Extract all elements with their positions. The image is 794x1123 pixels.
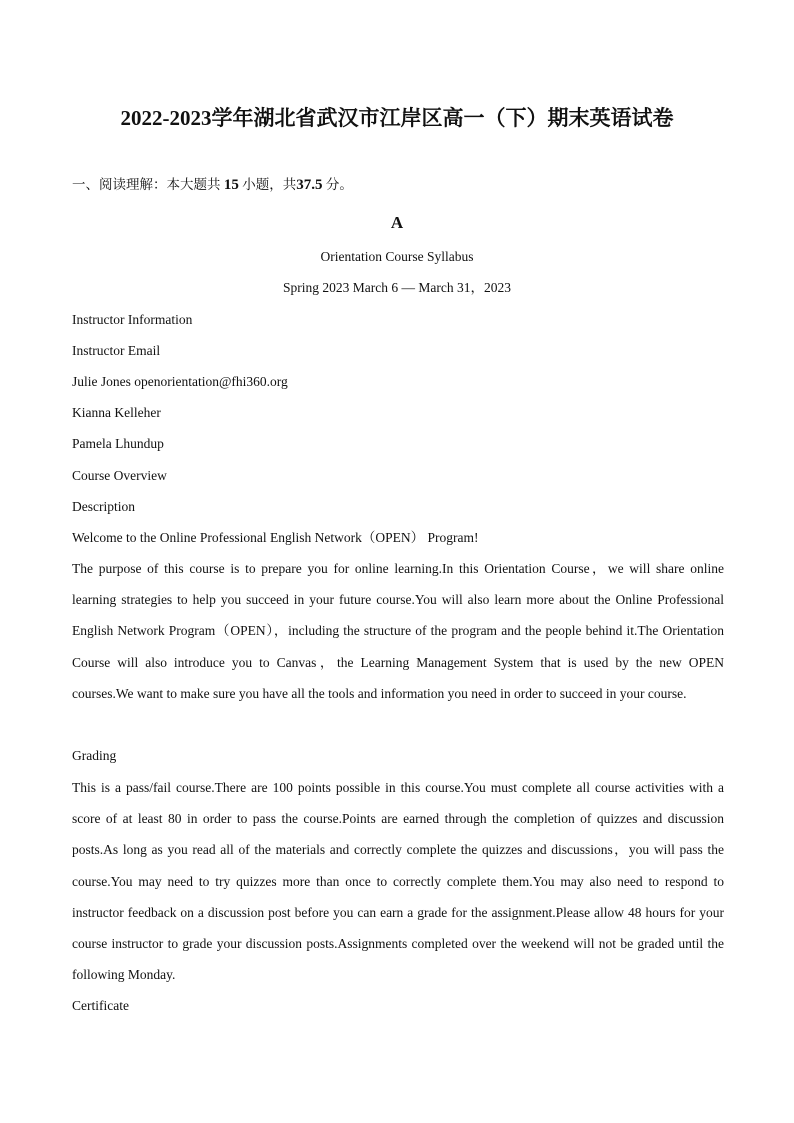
section-middle: 小题，共 bbox=[242, 177, 297, 192]
description-paragraph: The purpose of this course is to prepare you for online learning.In this Orientation Course，we will share online learning strategies to help you succeed in your future course.You will also learn more about the Online Professional English Network Program（OPEN），including the structure of the program and the people behind it.The Orientation Course will also introduce you to Canvas，the Learning Management System that is used by the new OPEN courses.We want to make sure you have all the tools and information you need in order to succeed in your course. bbox=[72, 561, 724, 701]
page-title: 2022-2023学年湖北省武汉市江岸区高一（下）期末英语试卷 bbox=[120, 106, 674, 130]
section-prefix: 一、阅读理解：本大题共 bbox=[72, 177, 221, 192]
instructor-1: Julie Jones openorientation@fhi360.org bbox=[72, 374, 288, 389]
grading-heading: Grading bbox=[72, 748, 117, 763]
course-term: Spring 2023 March 6 — March 31，2023 bbox=[283, 280, 511, 295]
description-heading: Description bbox=[72, 499, 135, 514]
section-heading bbox=[72, 175, 353, 195]
instructor-3: Pamela Lhundup bbox=[72, 436, 164, 451]
question-count: 15 bbox=[223, 177, 239, 193]
certificate-heading: Certificate bbox=[72, 998, 129, 1013]
course-title: Orientation Course Syllabus bbox=[320, 249, 474, 264]
instructor-info-heading: Instructor Information bbox=[72, 312, 193, 327]
grading-paragraph: This is a pass/fail course.There are 100 points possible in this course.You must complete all course activities with a score of at least 80 in order to pass the course.Points are earned through the completion of quizzes and discussion posts.As long as you read all of the materials and correctly complete the quizzes and discussions，you will pass the course.You may need to try quizzes more than once to correctly complete them.You may also need to respond to instructor feedback on a discussion post before you can earn a grade for the assignment.Please allow 48 hours for your course instructor to grade your discussion posts.Assignments completed over the weekend will not be graded until the following Monday. bbox=[72, 780, 724, 983]
course-overview-heading: Course Overview bbox=[72, 468, 167, 483]
section-score: 37.5 bbox=[296, 177, 323, 193]
instructor-email-heading: Instructor Email bbox=[72, 343, 161, 358]
instructor-2: Kianna Kelleher bbox=[72, 405, 161, 420]
section-suffix: 分。 bbox=[325, 177, 353, 192]
welcome-line: Welcome to the Online Professional English Network（OPEN） Program! bbox=[72, 530, 479, 545]
passage-letter: A bbox=[390, 213, 404, 232]
